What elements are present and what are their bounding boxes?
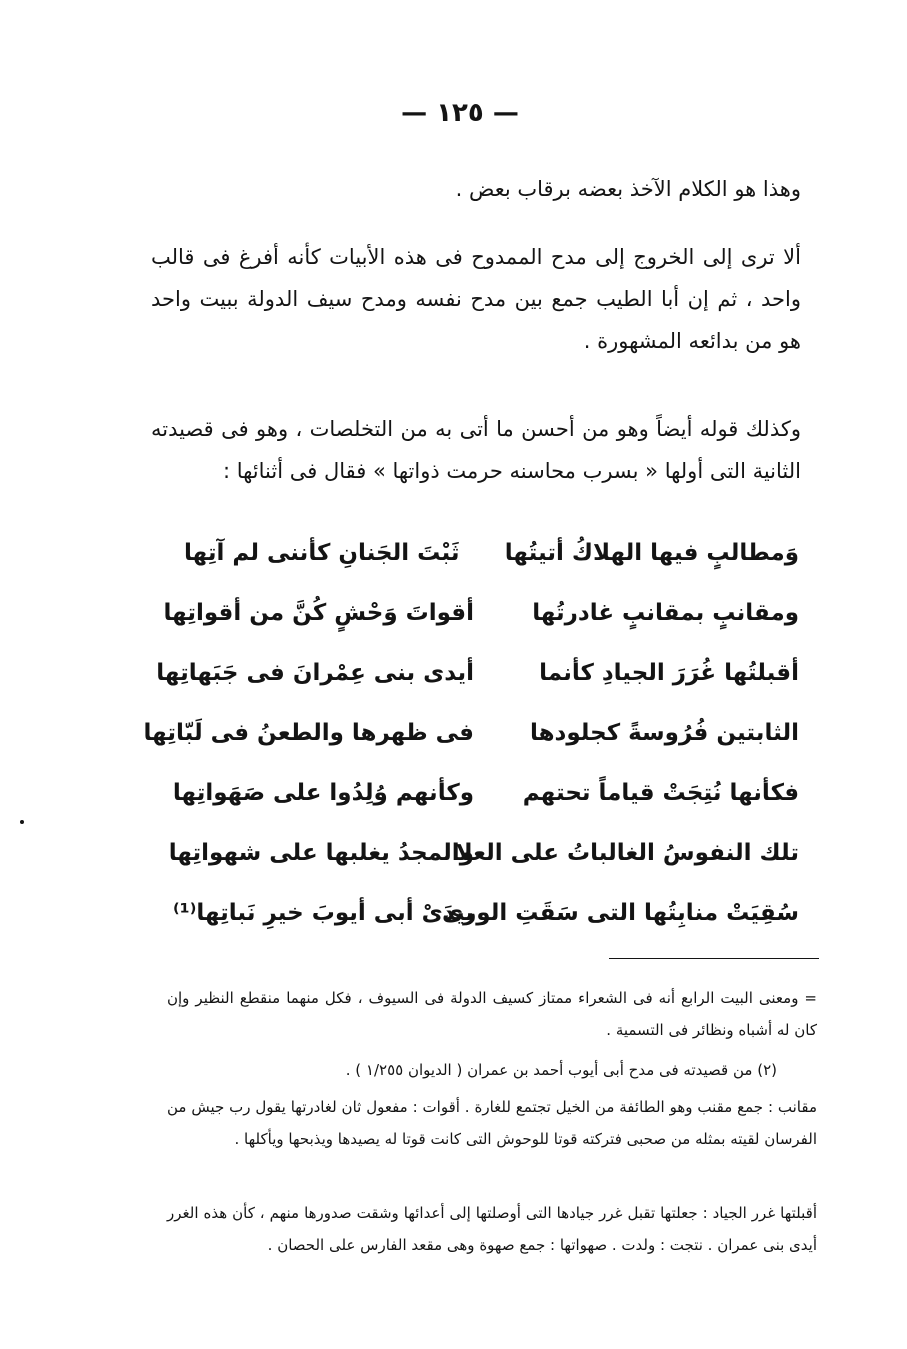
hemistich-second: فى ظهرها والطعنُ فى لَبّاتِها: [143, 720, 474, 746]
margin-dot: [20, 820, 24, 824]
hemistich-first: وَمطالبٍ فيها الهلاكُ أتيتُها: [504, 540, 799, 566]
hemistich-second: بيدَىْ أبى أيوبَ خيرِ نَباتِها⁽¹⁾: [173, 900, 474, 926]
hemistich-second: والمجدُ يغلبها على شهواتِها: [168, 840, 474, 866]
footnote-gloss-2: أقبلتها غرر الجياد : جعلتها تقبل غرر جيادها التى أوصلتها إلى أعدائها وشقت صدورها منهم ، كأن هذه الغرر أيدى بنى عمران . نتجت : ولدت . صهواتها : جمع صهوة وهى مقعد الفارس على الحصان .: [167, 1204, 817, 1254]
hemistich-first: الثابتين فُرُوسةً كجلودها: [529, 720, 799, 746]
verse-6: [168, 823, 799, 883]
footnote-gloss-1: مقانب : جمع مقنب وهو الطائفة من الخيل تجتمع للغارة . أقوات : مفعول ثان لغادرتها يقول رب جيش من الفرسان لقيته بمثله من صحبى فتركته قوتا للوحوش التى كانت قوتا له يصيدها ويذبحها ويأكلها .: [167, 1098, 817, 1148]
paragraph-2: ألا ترى إلى الخروج إلى مدح الممدوح فى هذه الأبيات كأنه أفرغ فى قالب واحد ، ثم إن أبا الطيب جمع بين مدح نفسه ومدح سيف الدولة ببيت واحد هو من بدائعه المشهورة .: [151, 245, 801, 353]
hemistich-first: فكأنها نُتِجَتْ قياماً تحتهم: [522, 780, 799, 806]
hemistich-first: سُقِيَتْ منابِتُها التى سَقَتِ الورى: [441, 900, 799, 926]
hemistich-first: ومقانبٍ بمقانبٍ غادرتُها: [532, 600, 799, 626]
verse-3: [156, 643, 799, 703]
verse-7: [173, 883, 799, 943]
paragraph-1: وهذا هو الكلام الآخذ بعضه برقاب بعض .: [455, 177, 801, 201]
hemistich-second: أيدى بنى عِمْرانَ فى جَبَهاتِها: [156, 660, 474, 686]
footnote-separator: [609, 958, 819, 959]
hemistich-first: أقبلتُها غُرَرَ الجيادِ كأنما: [539, 660, 799, 686]
verse-5: [172, 763, 799, 823]
hemistich-second: أقواتَ وَحْشٍ كُنَّ من أقواتِها: [163, 600, 474, 626]
hemistich-second: ثَبْتَ الجَنانِ كأننى لم آتِها: [184, 540, 460, 566]
poem: [143, 523, 799, 943]
hemistich-first: تلك النفوسُ الغالباتُ على العلا: [455, 840, 799, 866]
verse-1: [184, 523, 799, 583]
hemistich-second: وكأنهم وُلِدُوا على صَهَواتِها: [172, 780, 474, 806]
page-number: — ١٢٥ —: [401, 98, 519, 128]
verse-2: [163, 583, 799, 643]
footnote-continued: = ومعنى البيت الرابع أنه فى الشعراء ممتاز كسيف الدولة فى السيوف ، فكل منهما منقطع النظير وإن كان له أشباه ونظائر فى التسمية .: [167, 989, 817, 1039]
verse-4: [143, 703, 799, 763]
paragraph-3: وكذلك قوله أيضاً وهو من أحسن ما أتى به من التخلصات ، وهو فى قصيدته الثانية التى أولها « بسرب محاسنه حرمت ذواتها » فقال فى أثنائها :: [151, 417, 801, 483]
footnote-2: (٢) من قصيدته فى مدح أبى أيوب أحمد بن عمران ( الديوان ١/٢٥٥ ) .: [345, 1061, 777, 1079]
